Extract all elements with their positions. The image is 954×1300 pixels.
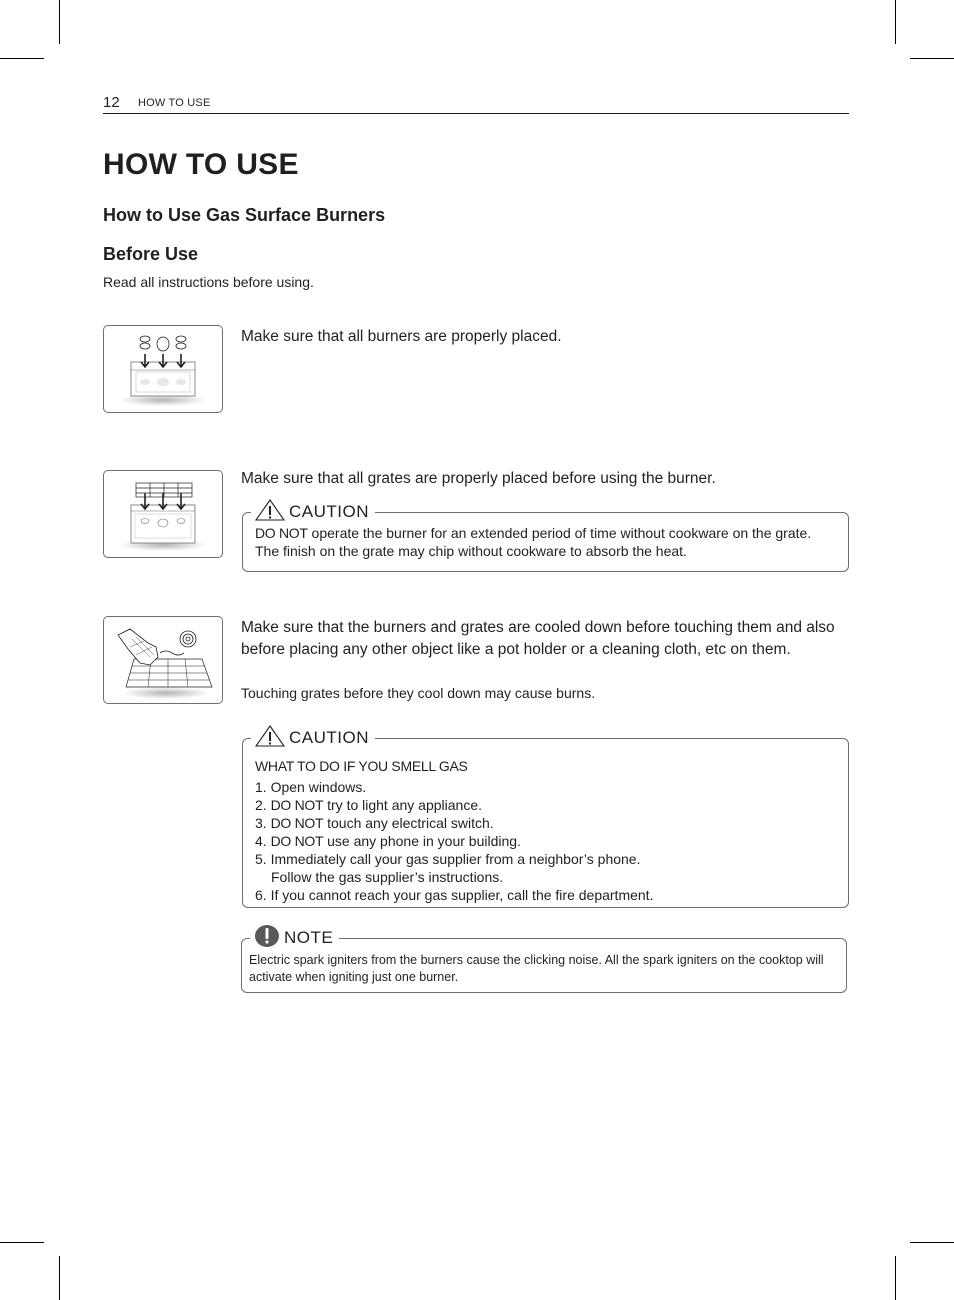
gas-steps-list (255, 778, 837, 904)
step-1-instruction: Make sure that all burners are properly placed. (241, 328, 562, 345)
burners-placement-illustration (103, 325, 223, 413)
step-3-subtext: Touching grates before they cool down may cause burns. (241, 685, 596, 701)
header-section-label: HOW TO USE (138, 97, 211, 109)
step-2-instruction: Make sure that all grates are properly placed before using the burner. (241, 470, 716, 487)
gas-caution-content (255, 757, 837, 904)
note-header (250, 927, 339, 949)
crop-mark (895, 0, 896, 44)
subsection-heading: Before Use (103, 244, 199, 264)
crop-mark (910, 58, 954, 59)
crop-mark (59, 1256, 60, 1300)
caution-body-text: operate the burner for an extended period of time without cookware on the grate. The finish on the grate may chip without cookware to absorb the heat. (255, 525, 812, 559)
list-item: 3. DO NOT touch any electrical switch. (255, 815, 494, 831)
exclamation-circle-icon (254, 924, 280, 953)
warning-triangle-icon (255, 725, 285, 752)
crop-mark (895, 1256, 896, 1300)
page-title: HOW TO USE (103, 148, 299, 181)
caution-text (255, 524, 837, 560)
caution-box-grates (242, 502, 849, 572)
page-number: 12 (103, 94, 120, 111)
caution-label: CAUTION (289, 502, 369, 521)
caution-box-gas-smell (242, 728, 849, 908)
caution-header (251, 501, 375, 523)
intro-text: Read all instructions before using. (103, 274, 314, 290)
step-3-instruction: Make sure that the burners and grates are cooled down before touching them and also before placing any other object like a pot holder or a cleaning cloth, etc on them. (241, 619, 835, 658)
page-header (103, 94, 849, 114)
gas-caution-heading: WHAT TO DO IF YOU SMELL GAS (255, 758, 468, 774)
warning-triangle-icon (255, 499, 285, 526)
crop-mark (910, 1242, 954, 1243)
list-item: 2. DO NOT try to light any appliance. (255, 797, 482, 813)
list-item: 1. Open windows. (255, 779, 367, 795)
cool-down-illustration (103, 616, 223, 704)
list-item: 6. If you cannot reach your gas supplier, call the fire department. (255, 887, 654, 903)
section-heading: How to Use Gas Surface Burners (103, 205, 386, 225)
caution-label: CAUTION (289, 728, 369, 747)
note-text: Electric spark igniters from the burners cause the clicking noise. All the spark igniters on the cooktop will activate when igniting just one burner. (249, 953, 824, 984)
note-box (241, 928, 847, 993)
crop-mark (0, 1242, 44, 1243)
caution-header (251, 727, 375, 749)
crop-mark (59, 0, 60, 44)
do-not-keyword: DO NOT (255, 525, 308, 541)
grates-placement-illustration (103, 470, 223, 558)
list-item: 4. DO NOT use any phone in your building. (255, 833, 521, 849)
list-item: 5. Immediately call your gas supplier from a neighbor’s phone. Follow the gas supplier’s instructions. (255, 851, 641, 885)
note-label: NOTE (284, 928, 334, 947)
crop-mark (0, 58, 44, 59)
